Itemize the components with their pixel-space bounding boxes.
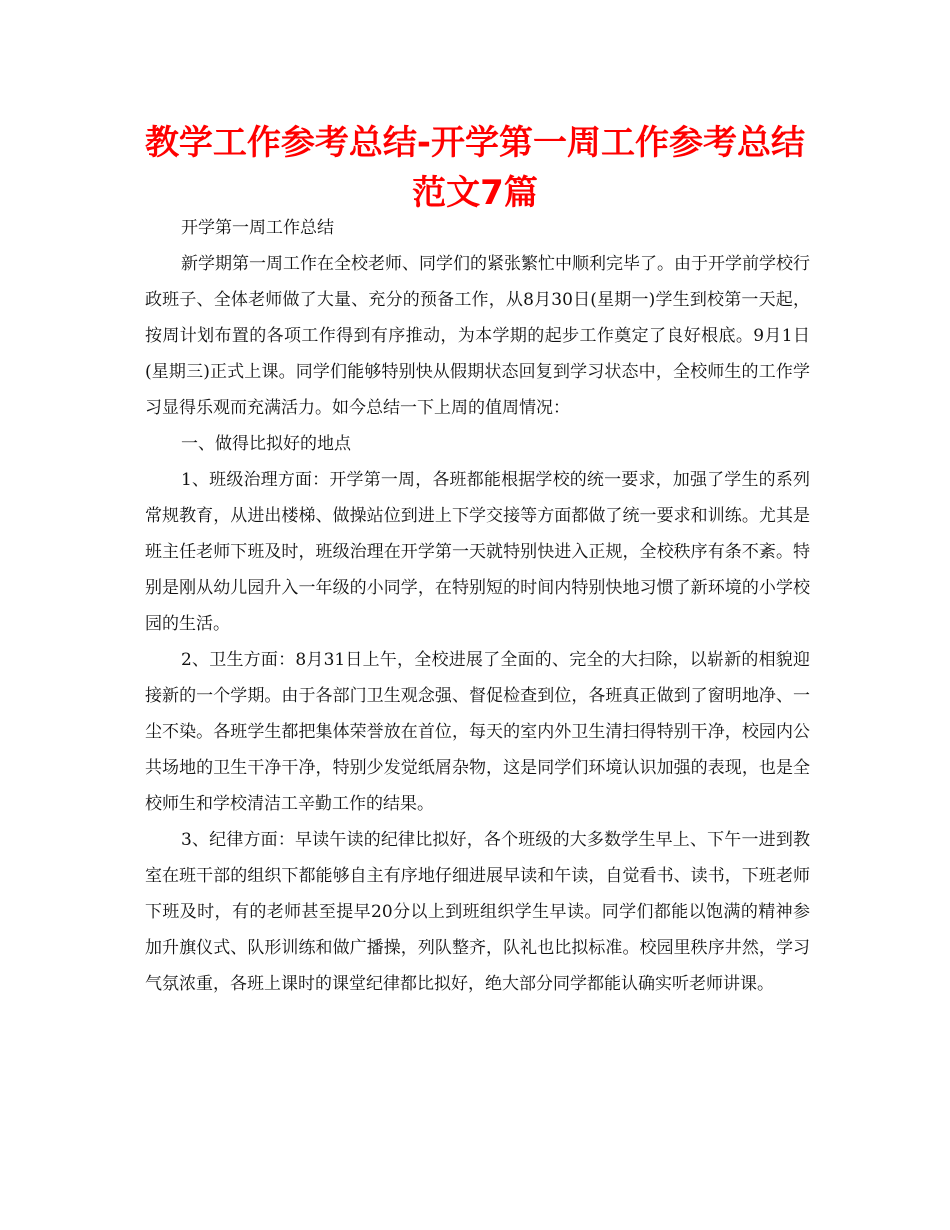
hygiene-paragraph: 2、卫生方面：8月31日上午，全校进展了全面的、完全的大扫除，以崭新的相貌迎接新的一个学期。由于各部门卫生观念强、督促检查到位，各班真正做到了窗明地净、一尘不染。各班学生都把集体荣誉放在首位，每天的室内外卫生清扫得特别干净，校园内公共场地的卫生干净干净，特别少发觉纸屑杂物，这是同学们环境认识加强的表现，也是全校师生和学校清洁工辛勤工作的结果。 — [145, 650, 810, 814]
class-management-paragraph: 1、班级治理方面：开学第一周，各班都能根据学校的统一要求，加强了学生的系列常规教育，从进出楼梯、做操站位到进上下学交接等方面都做了统一要求和训练。尤其是班主任老师下班及时，班级治理在开学第一天就特别快进入正规，全校秩序有条不紊。特别是刚从幼儿园升入一年级的小同学，在特别短的时间内特别快地习惯了新环境的小学校园的生活。 — [145, 470, 810, 634]
document-title: 教学工作参考总结-开学第一周工作参考总结范文7篇 — [144, 123, 806, 213]
intro-paragraph: 新学期第一周工作在全校老师、同学们的紧张繁忙中顺利完毕了。由于开学前学校行政班子、全体老师做了大量、充分的预备工作，从8月30日(星期一)学生到校第一天起，按周计划布置的各项工作得到有序推动，为本学期的起步工作奠定了良好根底。9月1日(星期三)正式上课。同学们能够特别快从假期状态回复到学习状态中，全校师生的工作学习显得乐观而充满活力。如今总结一下上周的值周情况： — [145, 254, 810, 418]
discipline-paragraph: 3、纪律方面：早读午读的纪律比拟好，各个班级的大多数学生早上、下午一进到教室在班干部的组织下都能够自主有序地仔细进展早读和午读，自觉看书、读书，下班老师下班及时，有的老师甚至提早20分以上到班组织学生早读。同学们都能以饱满的精神参加升旗仪式、队形训练和做广播操，列队整齐，队礼也比拟标准。校园里秩序井然，学习气氛浓重，各班上课时的课堂纪律都比拟好，绝大部分同学都能认确实听老师讲课。 — [145, 830, 810, 994]
section-heading: 开学第一周工作总结 — [181, 218, 334, 238]
subsection-heading: 一、做得比拟好的地点 — [181, 434, 351, 454]
document-body — [145, 210, 810, 1002]
